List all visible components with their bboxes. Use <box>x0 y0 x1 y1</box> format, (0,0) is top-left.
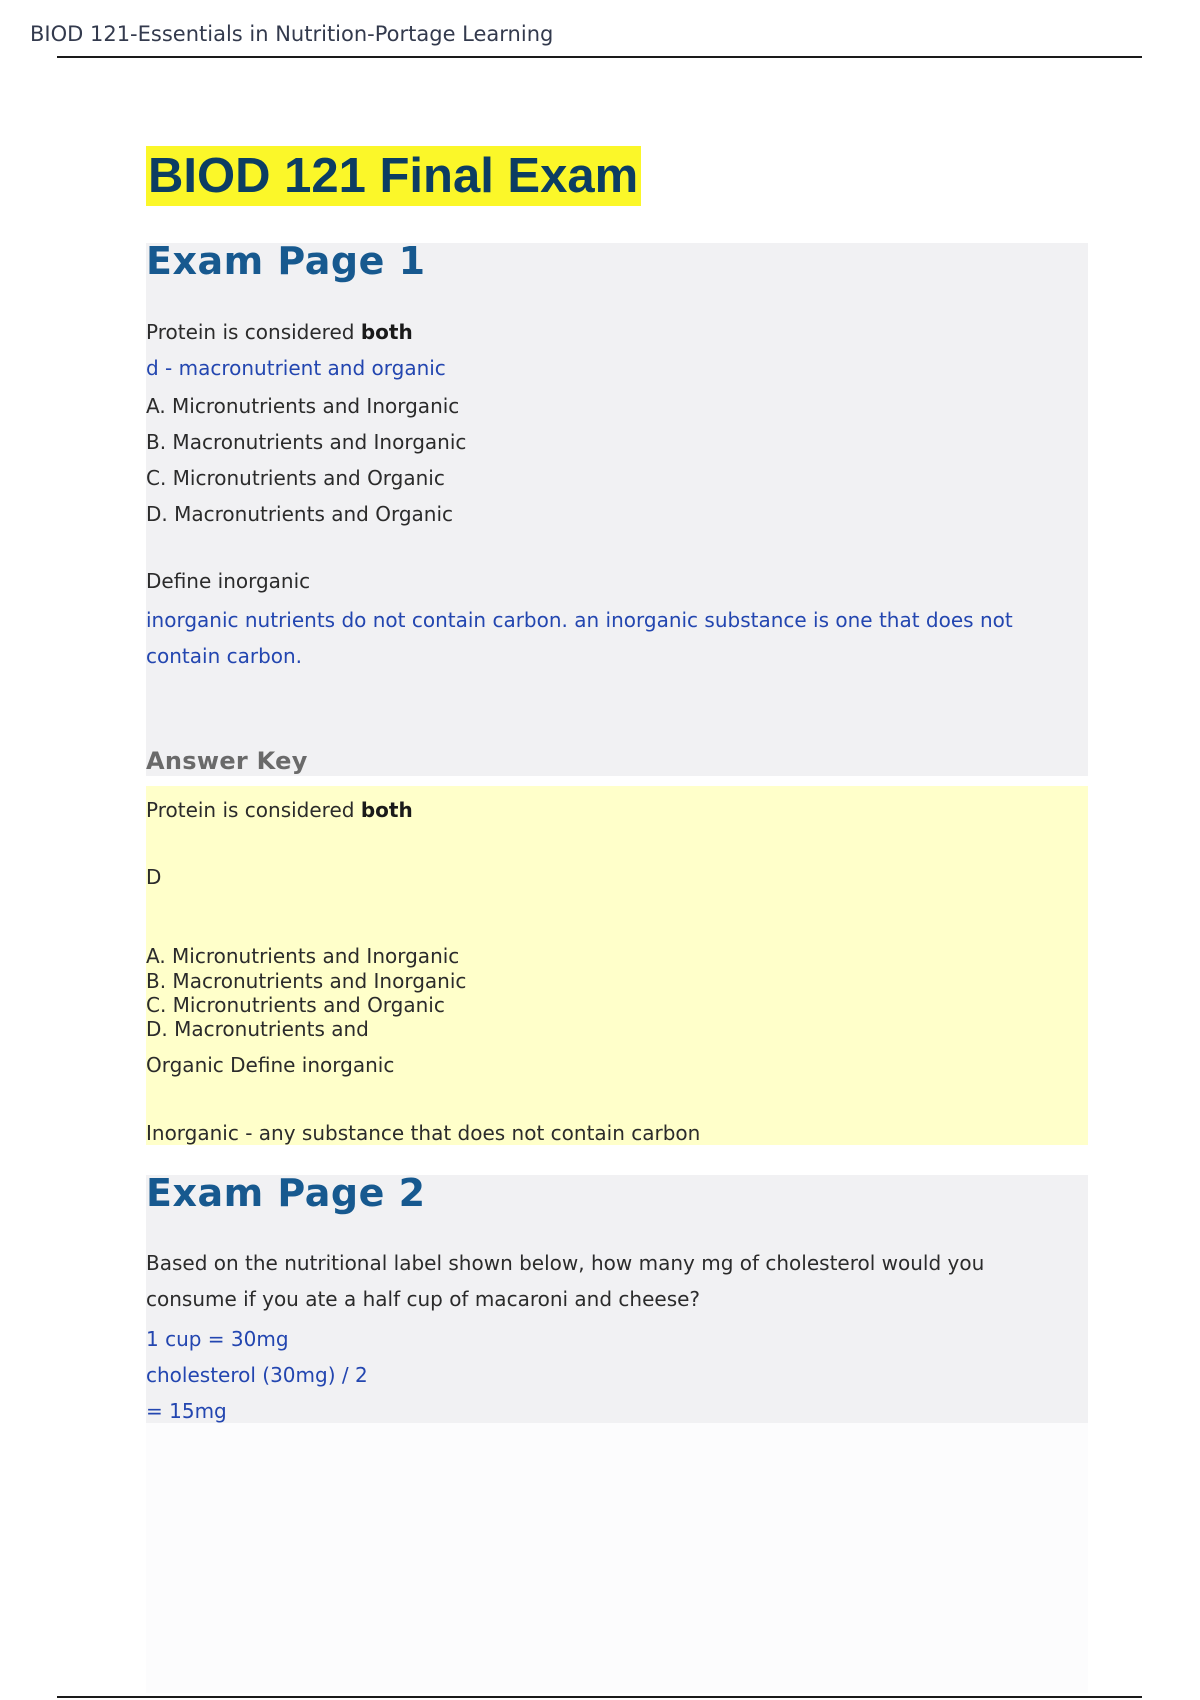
key-option-d: D. Macronutrients and <box>146 1017 369 1041</box>
header-rule <box>57 56 1142 58</box>
exam-page-1-panel <box>146 239 1088 776</box>
exam-page-2-panel <box>146 1171 1088 1423</box>
p2-question: Based on the nutritional label shown below, how many mg of cholesterol would you consume if you ate a half cup of macaroni and cheese? <box>146 1251 985 1311</box>
running-header: BIOD 121-Essentials in Nutrition-Portage Learning <box>30 22 554 46</box>
q2-prompt: Define inorganic <box>146 569 311 593</box>
answer-key-panel <box>146 786 1088 1145</box>
key-q2-answer: Inorganic - any substance that does not contain carbon <box>146 1121 701 1145</box>
q2-answer: inorganic nutrients do not contain carbon. an inorganic substance is one that does not contain carbon. <box>146 608 1013 668</box>
answer-key-heading: Answer Key <box>146 747 308 775</box>
footer-rule <box>57 1696 1142 1698</box>
image-area-blank <box>146 1423 1088 1693</box>
q1-option-c: C. Micronutrients and Organic <box>146 466 445 490</box>
p2-answer-line-3: = 15mg <box>146 1399 227 1423</box>
q1-option-b: B. Macronutrients and Inorganic <box>146 430 467 454</box>
q1-prompt: Protein is considered both <box>146 320 413 344</box>
key-option-b: B. Macronutrients and Inorganic <box>146 969 467 993</box>
key-q1-answer: D <box>146 865 162 889</box>
p2-answer-line-1: 1 cup = 30mg <box>146 1327 289 1351</box>
key-option-c: C. Micronutrients and Organic <box>146 993 445 1017</box>
p2-answer-line-2: cholesterol (30mg) / 2 <box>146 1363 368 1387</box>
exam-page-2-heading: Exam Page 2 <box>146 1171 426 1215</box>
q1-option-a: A. Micronutrients and Inorganic <box>146 394 460 418</box>
q1-option-d: D. Macronutrients and Organic <box>146 502 453 526</box>
exam-page-1-heading: Exam Page 1 <box>146 239 426 283</box>
key-continuation: Organic Define inorganic <box>146 1053 395 1077</box>
key-q1-prompt: Protein is considered both <box>146 798 413 822</box>
q1-answer: d - macronutrient and organic <box>146 356 446 380</box>
exam-title: BIOD 121 Final Exam <box>146 146 641 206</box>
key-option-a: A. Micronutrients and Inorganic <box>146 944 460 968</box>
